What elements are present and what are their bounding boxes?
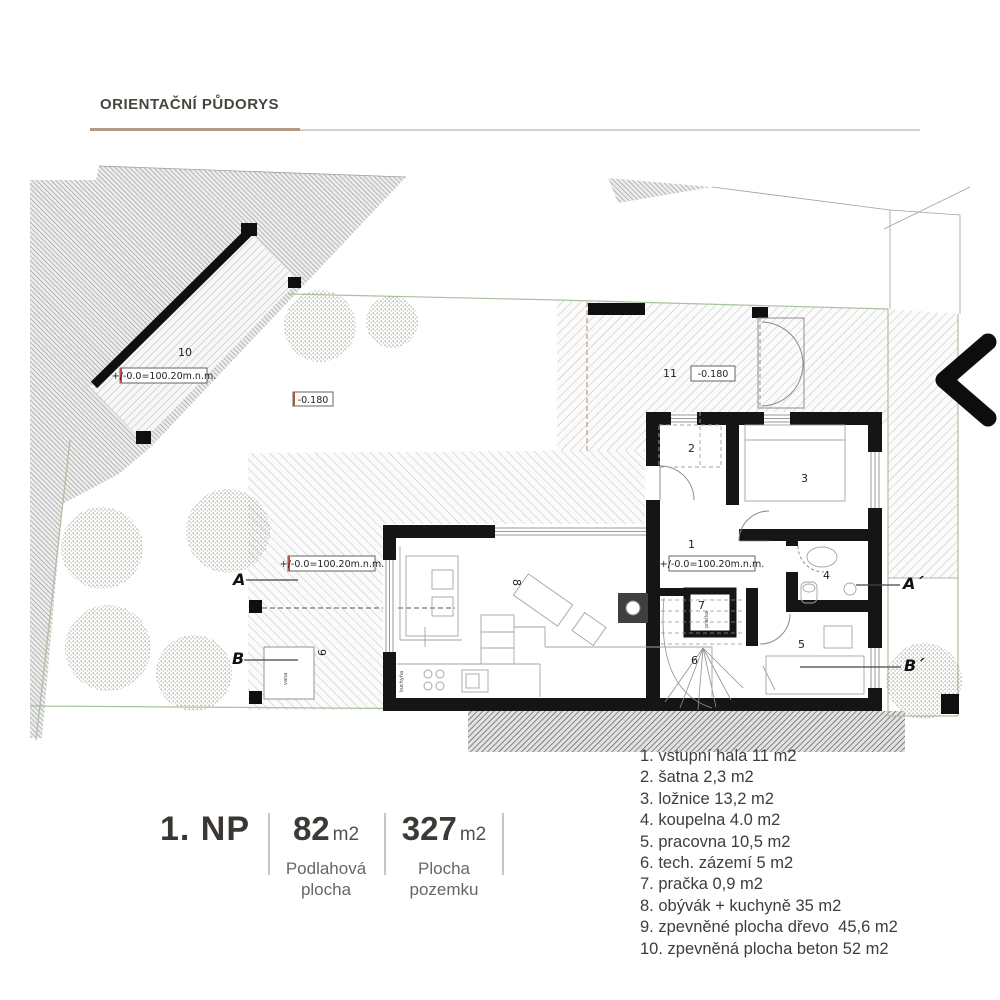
floor-level-label: 1. NP <box>160 810 251 848</box>
svg-text:2: 2 <box>688 442 695 455</box>
plot-area-value: 327 <box>401 810 457 847</box>
svg-text:A´: A´ <box>903 574 924 593</box>
stat-plot-area <box>392 810 496 900</box>
level-box-courtyard: -0.180 <box>697 369 729 380</box>
svg-text:3: 3 <box>801 472 808 485</box>
svg-text:B: B <box>232 649 245 668</box>
svg-text:5: 5 <box>798 638 805 651</box>
legend-item: 7. pračka 0,9 m2 <box>640 875 763 894</box>
plot-area-caption-2: pozemku <box>409 880 479 899</box>
svg-text:B´: B´ <box>904 656 925 675</box>
boundary-corner-marker <box>941 694 959 714</box>
legend-item: 8. obývák + kuchyně 35 m2 <box>640 896 842 915</box>
level-box-driveway: +/-0.0=100.20m.n.m. <box>111 371 217 382</box>
plot-area-unit: m2 <box>459 824 487 845</box>
terrace-area <box>248 450 645 710</box>
plot-area-caption-1: Plocha <box>418 859 470 878</box>
level-box-front: -0.180 <box>297 395 329 406</box>
legend-item: 10. zpevněná plocha beton 52 m2 <box>640 939 889 958</box>
svg-text:A: A <box>233 570 246 589</box>
floor-area-value: 82 <box>292 810 330 847</box>
svg-text:4: 4 <box>823 569 830 582</box>
legend-item: 2. šatna 2,3 m2 <box>640 768 754 787</box>
laundry-closet-walls <box>687 591 733 634</box>
svg-text:kuchyňa: kuchyňa <box>399 670 405 692</box>
level-box-terrace: +/-0.0=100.20m.n.m. <box>279 559 385 570</box>
svg-text:vana: vana <box>283 672 289 685</box>
svg-text:10: 10 <box>178 346 192 359</box>
svg-text:pračka: pračka <box>704 611 710 628</box>
legend-item: 4. koupelna 4.0 m2 <box>640 811 781 830</box>
room-legend <box>640 746 898 960</box>
legend-item: 6. tech. zázemí 5 m2 <box>640 854 794 873</box>
floor-area-caption-1: Podlahová <box>285 859 367 878</box>
svg-text:8: 8 <box>510 579 523 586</box>
svg-text:11: 11 <box>663 367 677 380</box>
legend-item: 9. zpevněné plocha dřevo 45,6 m2 <box>640 918 898 937</box>
legend-item: 5. pracovna 10,5 m2 <box>640 832 791 851</box>
stats-divider <box>384 813 386 875</box>
chevron-left-icon <box>928 330 1000 430</box>
legend-item: 1. vstupní hala 11 m2 <box>640 747 797 765</box>
svg-text:7: 7 <box>698 599 705 612</box>
wood-stove <box>618 593 648 623</box>
legend-item: 3. ložnice 13,2 m2 <box>640 789 774 808</box>
page-title: ORIENTAČNÍ PŮDORYS <box>100 96 280 113</box>
stats-divider <box>502 813 504 875</box>
level-box-hall: +/-0.0=100.20m.n.m. <box>659 559 765 570</box>
svg-text:1: 1 <box>688 538 695 551</box>
svg-text:9: 9 <box>315 649 328 656</box>
prev-photo-button[interactable] <box>928 330 1000 430</box>
svg-text:6: 6 <box>691 654 698 667</box>
stat-floor-area <box>274 810 378 900</box>
floor-area-caption-2: plocha <box>300 880 352 899</box>
stats-divider <box>268 813 270 875</box>
floor-area-unit: m2 <box>332 824 360 845</box>
